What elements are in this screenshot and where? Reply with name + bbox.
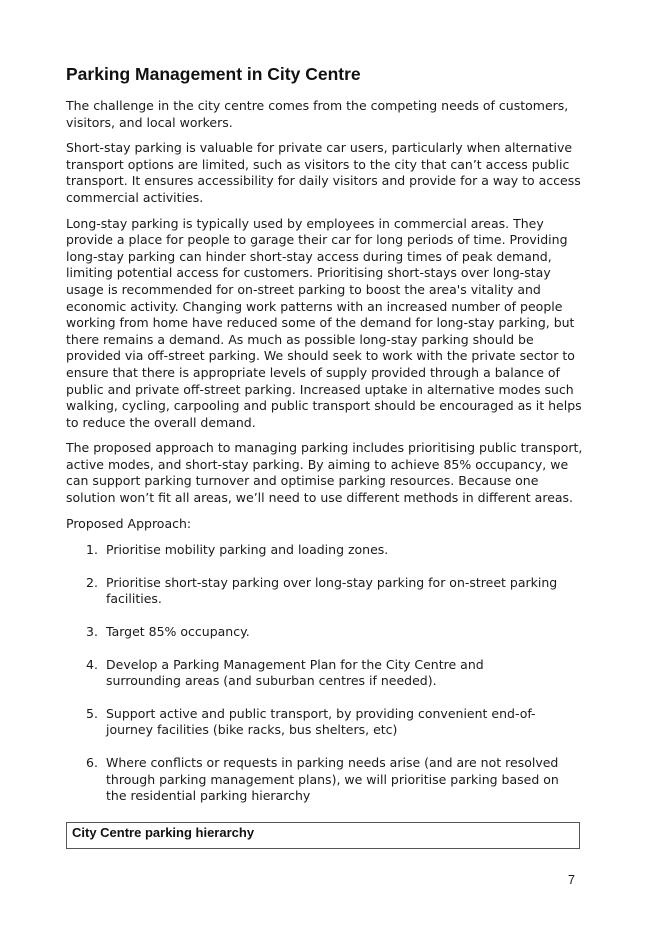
page-title: Parking Management in City Centre	[66, 64, 361, 84]
list-item-number: 5.	[86, 705, 98, 721]
list-item-text: Target 85% occupancy.	[106, 624, 250, 640]
parking-hierarchy-table	[66, 822, 580, 849]
approach-list	[66, 542, 586, 805]
approach-label: Proposed Approach:	[66, 515, 192, 531]
list-item-number: 4.	[86, 656, 98, 672]
page-number: 7	[568, 873, 575, 887]
list-item-number: 2.	[86, 574, 98, 590]
proposed-approach-paragraph: The proposed approach to managing parking includes prioritising public transport, active modes, and short-stay parking. By aiming to achieve 85% occupancy, we can support parking turnover and optimise parking resources. Because one solution won’t fit all areas, we’ll need to use different methods in different areas.	[66, 440, 583, 506]
list-item-text: Prioritise short-stay parking over long-stay parking for on-street parking facilities.	[106, 574, 558, 607]
long-stay-paragraph: Long-stay parking is typically used by employees in commercial areas. They provide a place for people to garage their car for long periods of time. Providing long-stay parking can hinder short-stay access during times of peak demand, limiting potential access for customers. Prioritising short-stays over long-stay usage is recommended for on-street parking to boost the area's vitality and economic activity. Changing work patterns with an increased number of people working from home have reduced some of the demand for long-stay parking, but there remains a demand. As much as possible long-stay parking should be provided via off-street parking. We should seek to work with the private sector to ensure that there is appropriate levels of supply provided through a balance of public and private off-street parking. Increased uptake in alternative modes such walking, cycling, carpooling and public transport should be encouraged as it helps to reduce the overall demand.	[66, 215, 582, 430]
list-item	[66, 624, 586, 641]
list-item	[66, 542, 586, 559]
list-item-number: 1.	[86, 542, 98, 558]
list-item-text: Where conflicts or requests in parking needs arise (and are not resolved through parking management plans), we will prioritise parking based on the residential parking hierarchy	[106, 755, 559, 804]
parking-hierarchy-table-header: City Centre parking hierarchy	[72, 825, 255, 840]
document-body	[66, 62, 586, 821]
list-item-text: Develop a Parking Management Plan for the City Centre and surrounding areas (and suburban centres if needed).	[106, 656, 484, 689]
list-item	[66, 575, 586, 608]
list-item-number: 3.	[86, 624, 98, 640]
list-item	[66, 755, 586, 805]
list-item	[66, 657, 586, 690]
intro-paragraph: The challenge in the city centre comes from the competing needs of customers, visitors, and local workers.	[66, 98, 569, 130]
list-item	[66, 706, 586, 739]
list-item-text: Prioritise mobility parking and loading zones.	[106, 542, 389, 558]
list-item-number: 6.	[86, 755, 98, 770]
list-item-text: Support active and public transport, by providing convenient end-of-journey facilities (bike racks, bus shelters, etc)	[106, 705, 536, 738]
short-stay-paragraph: Short-stay parking is valuable for private car users, particularly when alternative transport options are limited, such as visitors to the city that can’t access public transport. It ensures accessibility for daily visitors and provide for a way to access commercial activities.	[66, 140, 581, 205]
